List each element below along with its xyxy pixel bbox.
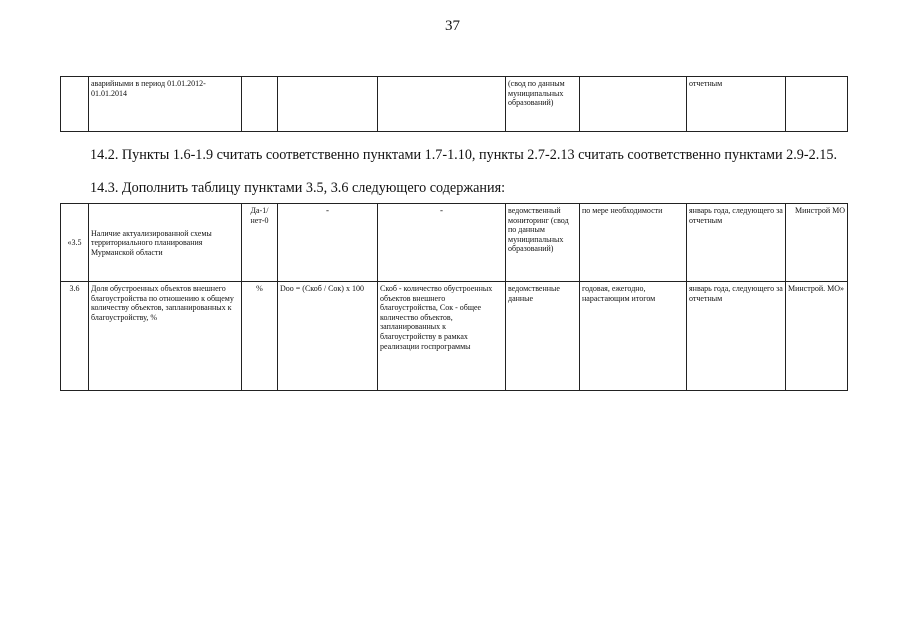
indicator-name-cell: Наличие актуализированной схемы территориального планирования Мурманской области — [89, 204, 242, 282]
unit-cell: Да-1/нет-0 — [242, 204, 278, 282]
row-number-cell: 3.6 — [61, 282, 89, 391]
legend-cell — [378, 204, 506, 282]
formula-cell — [278, 77, 378, 132]
formula-dash: - — [326, 205, 329, 215]
paragraph-14-3: 14.3. Дополнить таблицу пунктами 3.5, 3.6 следующего содержания: — [90, 180, 506, 197]
data-source-cell: (свод по данным муниципальных образований) — [506, 77, 580, 132]
indicator-name-cell: Доля обустроенных объектов внешнего благоустройства по отношению к общему количеству объектов, запланированных к благоустройству, % — [89, 282, 242, 391]
added-indicators-table — [60, 203, 848, 391]
frequency-cell: годовая, ежегодно, нарастающим итогом — [580, 282, 687, 391]
data-source-cell: ведомственный мониторинг (свод по данным муниципальных образований) — [506, 204, 580, 282]
deadline-cell: январь года, следующего за отчетным — [687, 282, 786, 391]
legend-dash: - — [440, 205, 443, 215]
table-row — [61, 204, 848, 282]
continued-indicators-table — [60, 76, 848, 132]
paragraph-14-2: 14.2. Пункты 1.6-1.9 считать соответственно пунктами 1.7-1.10, пункты 2.7-2.13 считать соответственно пунктами 2.9-2.15. — [90, 147, 837, 164]
indicator-name-cell: аварийными в период 01.01.2012-01.01.2014 — [89, 77, 242, 132]
row-number-cell — [61, 77, 89, 132]
formula-cell — [278, 204, 378, 282]
row-number-cell: «3.5 — [61, 204, 89, 282]
unit-cell — [242, 77, 278, 132]
frequency-cell: по мере необходимости — [580, 204, 687, 282]
table-row — [61, 282, 848, 391]
legend-cell — [378, 77, 506, 132]
responsible-cell — [786, 77, 848, 132]
frequency-cell — [580, 77, 687, 132]
table-row — [61, 77, 848, 132]
deadline-cell: январь года, следующего за отчетным — [687, 204, 786, 282]
responsible-cell: Минстрой МО — [786, 204, 848, 282]
data-source-cell: ведомственные данные — [506, 282, 580, 391]
responsible-cell: Минстрой. МО» — [786, 282, 848, 391]
formula-cell: Doo = (Скоб / Сок) x 100 — [278, 282, 378, 391]
legend-cell: Скоб - количество обустроенных объектов внешнего благоустройства, Сок - общее количество объектов, запланированных к благоустройству в рамках реализации госпрограммы — [378, 282, 506, 391]
deadline-cell: отчетным — [687, 77, 786, 132]
unit-cell: % — [242, 282, 278, 391]
page-number: 37 — [445, 18, 460, 34]
